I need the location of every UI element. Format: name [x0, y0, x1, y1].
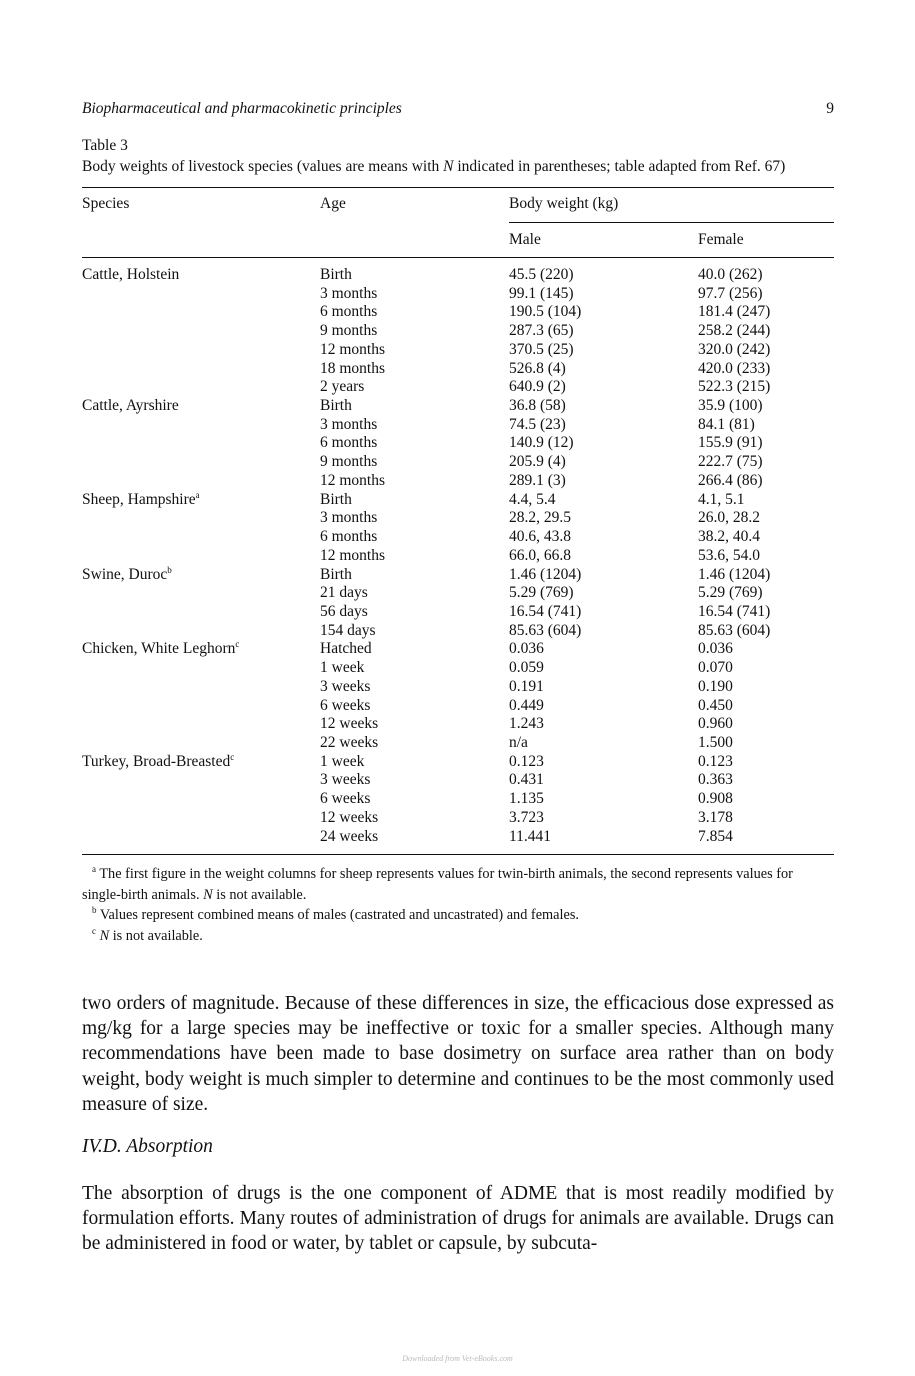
cell-age: 6 months [320, 303, 378, 321]
cell-female: 7.854 [698, 827, 733, 845]
table-row [0, 828, 915, 847]
table-row [0, 360, 915, 379]
cell-female: 53.6, 54.0 [698, 546, 760, 564]
cell-female: 0.960 [698, 715, 733, 733]
cell-male: 0.449 [509, 696, 544, 714]
cell-age: 3 months [320, 415, 378, 433]
col-header-body-weight: Body weight (kg) [509, 195, 619, 212]
cell-age: 6 months [320, 528, 378, 546]
section-heading: IV.D. Absorption [82, 1136, 213, 1157]
cell-age: 3 months [320, 509, 378, 527]
cell-female: 5.29 (769) [698, 584, 763, 602]
cell-species: Turkey, Broad-Breasted$^c$ [82, 751, 235, 770]
cell-age: Birth [320, 397, 352, 415]
cell-male: 190.5 (104) [509, 303, 582, 321]
table-row [0, 509, 915, 528]
cell-age: 2 years [320, 378, 365, 396]
cell-male: 40.6, 43.8 [509, 528, 571, 546]
table-row [0, 640, 915, 659]
table-row [0, 547, 915, 566]
cell-species: Chicken, White Leghorn$^c$ [82, 639, 240, 658]
cell-female: 38.2, 40.4 [698, 528, 760, 546]
cell-age: 18 months [320, 359, 386, 377]
cell-age: Birth [320, 565, 352, 583]
cell-male: 289.1 (3) [509, 471, 566, 489]
cell-female: 35.9 (100) [698, 397, 763, 415]
cell-female: 0.123 [698, 752, 733, 770]
footnote-mark: c [235, 639, 240, 650]
body-paragraph-2: The absorption of drugs is the one component of ADME that is most readily modified by formulation efforts. Many routes of administration of drugs for animals are available. Drugs can be administered in food or water, by tablet or capsule, by subcuta- [82, 1183, 834, 1255]
header-bottom-rule [82, 257, 834, 258]
cell-age: 9 months [320, 322, 378, 340]
cell-age: 24 weeks [320, 827, 379, 845]
cell-male: 28.2, 29.5 [509, 509, 571, 527]
body-weight-rule [509, 222, 834, 223]
table-row [0, 715, 915, 734]
table-row [0, 584, 915, 603]
cell-female: 420.0 (233) [698, 359, 771, 377]
table-row [0, 678, 915, 697]
cell-species: Swine, Duroc$^b$ [82, 564, 172, 583]
cell-age: 22 weeks [320, 733, 379, 751]
cell-species: Cattle, Ayrshire [82, 397, 179, 415]
table-row [0, 378, 915, 397]
cell-male: 1.135 [509, 790, 544, 808]
watermark: Downloaded from Vet-eBooks.com [402, 1354, 513, 1363]
table-top-rule [82, 187, 834, 188]
cell-age: Hatched [320, 640, 372, 658]
table-bottom-rule [82, 854, 834, 855]
table-row [0, 416, 915, 435]
cell-male: 0.059 [509, 659, 544, 677]
footnote-mark: a [195, 489, 200, 500]
cell-male: 370.5 (25) [509, 340, 574, 358]
cell-male: 99.1 (145) [509, 284, 574, 302]
cell-female: 266.4 (86) [698, 471, 763, 489]
table-row [0, 528, 915, 547]
cell-male: 0.123 [509, 752, 544, 770]
cell-female: 0.450 [698, 696, 733, 714]
cell-age: 12 months [320, 471, 386, 489]
table-row [0, 472, 915, 491]
cell-female: 258.2 (244) [698, 322, 771, 340]
cell-age: 3 weeks [320, 771, 371, 789]
cell-male: n/a [509, 733, 528, 751]
table-row [0, 491, 915, 510]
cell-male: 85.63 (604) [509, 621, 582, 639]
cell-age: 1 week [320, 659, 365, 677]
cell-male: 0.191 [509, 677, 544, 695]
cell-age: 12 weeks [320, 715, 379, 733]
table-row [0, 809, 915, 828]
cell-female: 26.0, 28.2 [698, 509, 760, 527]
cell-male: 1.46 (1204) [509, 565, 582, 583]
cell-female: 522.3 (215) [698, 378, 771, 396]
cell-male: 3.723 [509, 808, 544, 826]
table-row [0, 453, 915, 472]
cell-female: 0.036 [698, 640, 733, 658]
footnote-mark: b [167, 564, 172, 575]
footnote-b: $^b$ Values represent combined means of males (castrated and uncastrated) and females. [92, 905, 579, 923]
cell-female: 3.178 [698, 808, 733, 826]
cell-male: 5.29 (769) [509, 584, 574, 602]
cell-female: 320.0 (242) [698, 340, 771, 358]
cell-age: Birth [320, 266, 352, 283]
cell-male: 4.4, 5.4 [509, 490, 556, 508]
cell-age: 3 weeks [320, 677, 371, 695]
table-row [0, 341, 915, 360]
cell-female: 0.908 [698, 790, 733, 808]
table-row [0, 790, 915, 809]
cell-female: 181.4 (247) [698, 303, 771, 321]
table-row [0, 603, 915, 622]
cell-male: 66.0, 66.8 [509, 546, 571, 564]
col-header-species: Species [82, 195, 130, 212]
cell-male: 0.431 [509, 771, 544, 789]
table-row [0, 434, 915, 453]
col-header-age: Age [320, 195, 346, 212]
cell-age: 12 months [320, 546, 386, 564]
cell-female: 40.0 (262) [698, 266, 763, 283]
cell-female: 0.070 [698, 659, 733, 677]
cell-female: 4.1, 5.1 [698, 490, 745, 508]
cell-age: 12 months [320, 340, 386, 358]
table-row [0, 771, 915, 790]
cell-male: 74.5 (23) [509, 415, 566, 433]
footnote-c: $^c$ N is not available. [92, 925, 203, 944]
table-body [0, 266, 915, 846]
cell-male: 640.9 (2) [509, 378, 566, 396]
table-row [0, 734, 915, 753]
cell-female: 1.500 [698, 733, 733, 751]
cell-age: 154 days [320, 621, 376, 639]
cell-female: 1.46 (1204) [698, 565, 771, 583]
table-footnotes [82, 864, 834, 946]
cell-age: 12 weeks [320, 808, 379, 826]
cell-age: 6 weeks [320, 790, 371, 808]
cell-female: 84.1 (81) [698, 415, 755, 433]
table-caption: Body weights of livestock species (values are means with N indicated in parentheses; table adapted from Ref. 67) [82, 158, 786, 175]
cell-male: 287.3 (65) [509, 322, 574, 340]
running-title: Biopharmaceutical and pharmacokinetic principles [82, 100, 402, 117]
table-row [0, 566, 915, 585]
table-row [0, 322, 915, 341]
cell-age: 21 days [320, 584, 368, 602]
cell-age: 3 months [320, 284, 378, 302]
footnote-mark: c [230, 751, 235, 762]
table-row [0, 303, 915, 322]
table-row [0, 266, 915, 285]
cell-male: 205.9 (4) [509, 453, 566, 471]
table-row [0, 697, 915, 716]
cell-female: 0.190 [698, 677, 733, 695]
table-row [0, 753, 915, 772]
footnote-a: $^a$ The first figure in the weight columns for sheep represents values for twin-birth animals, the second represents values for single-birth animals. N is not available. [82, 864, 793, 903]
col-header-male: Male [509, 231, 541, 248]
cell-male: 36.8 (58) [509, 397, 566, 415]
cell-male: 11.441 [509, 827, 552, 845]
cell-female: 16.54 (741) [698, 602, 771, 620]
cell-age: 56 days [320, 602, 368, 620]
cell-species: Sheep, Hampshire$^a$ [82, 489, 200, 508]
col-header-female: Female [698, 231, 744, 248]
table-row [0, 285, 915, 304]
cell-age: 1 week [320, 752, 365, 770]
cell-age: 9 months [320, 453, 378, 471]
cell-male: 0.036 [509, 640, 544, 658]
cell-female: 97.7 (256) [698, 284, 763, 302]
cell-male: 16.54 (741) [509, 602, 582, 620]
cell-female: 155.9 (91) [698, 434, 763, 452]
cell-female: 85.63 (604) [698, 621, 771, 639]
cell-age: 6 weeks [320, 696, 371, 714]
cell-male: 1.243 [509, 715, 544, 733]
cell-male: 140.9 (12) [509, 434, 574, 452]
running-header [82, 100, 834, 122]
table-label: Table 3 [82, 137, 128, 154]
cell-female: 222.7 (75) [698, 453, 763, 471]
table-row [0, 397, 915, 416]
cell-age: 6 months [320, 434, 378, 452]
table-row [0, 659, 915, 678]
body-paragraph-1: two orders of magnitude. Because of these differences in size, the efficacious dose expressed as mg/kg for a large species may be ineffective or toxic for a smaller species. Although many recommendations have been made to base dosimetry on surface area rather than on body weight, body weight is much simpler to determine and continues to be the most commonly used measure of size. [82, 993, 834, 1115]
cell-male: 45.5 (220) [509, 266, 574, 283]
cell-species: Cattle, Holstein [82, 266, 180, 283]
cell-female: 0.363 [698, 771, 733, 789]
table-row [0, 622, 915, 641]
caption-n: N [443, 158, 454, 175]
cell-age: Birth [320, 490, 352, 508]
page-number: 9 [826, 100, 834, 117]
cell-male: 526.8 (4) [509, 359, 566, 377]
